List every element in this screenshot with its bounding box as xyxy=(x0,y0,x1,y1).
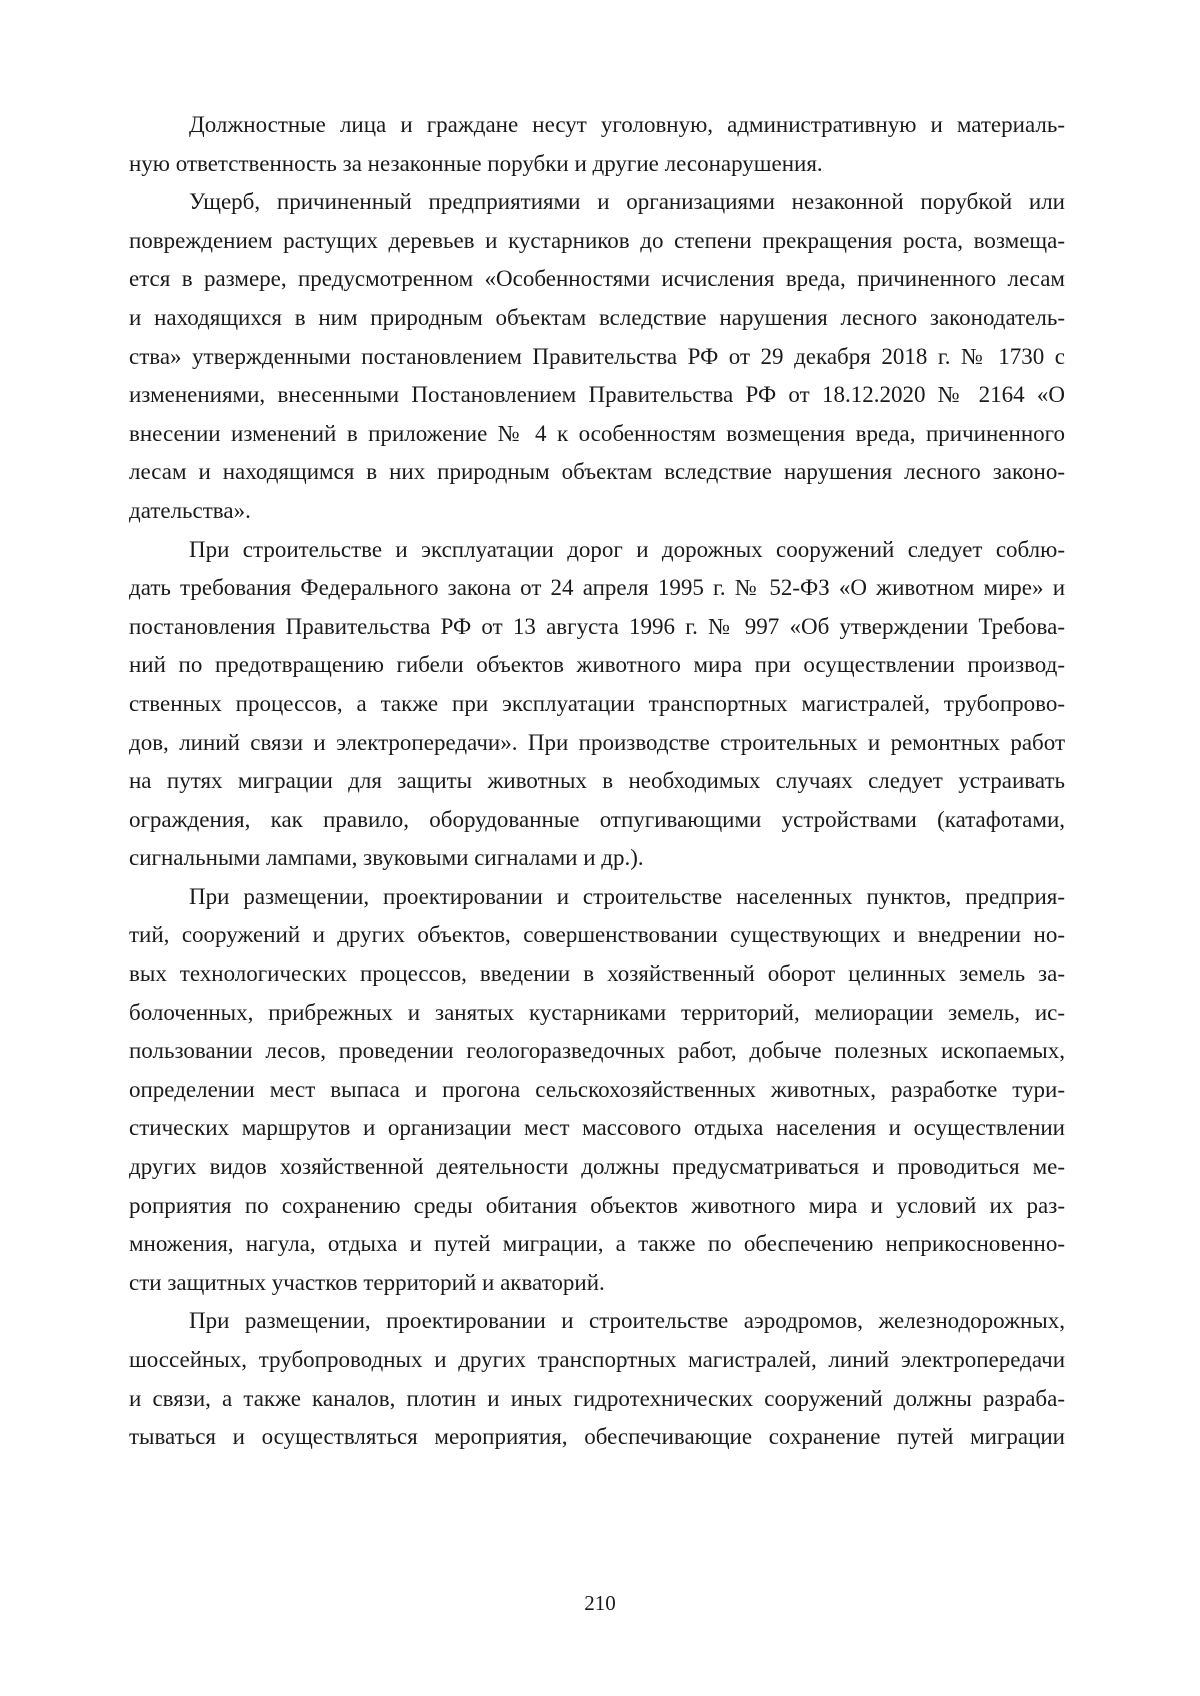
text-line: тываться и осуществляться мероприятия, обеспечивающие сохранение путей миграции xyxy=(129,1424,1065,1450)
text-line: и находящихся в ним природным объектам вследствие нарушения лесного законодатель- xyxy=(129,304,1065,330)
text-line: дательства». xyxy=(129,497,251,523)
text-line: При строительстве и эксплуатации дорог и дорожных сооружений следует соблю- xyxy=(189,536,1065,562)
text-line: изменениями, внесенными Постановлением Правительства РФ от 18.12.2020 № 2164 «О xyxy=(129,382,1065,408)
text-line: повреждением растущих деревьев и кустарников до степени прекращения роста, возмеща- xyxy=(129,227,1065,253)
text-line: ний по предотвращению гибели объектов животного мира при осуществлении производ- xyxy=(129,652,1065,678)
text-line: шоссейных, трубопроводных и других транспортных магистралей, линий электропередачи xyxy=(129,1347,1065,1372)
text-line: сти защитных участков территорий и акваторий. xyxy=(129,1269,605,1295)
text-line: дать требования Федерального закона от 24 апреля 1995 г. № 52-ФЗ «О животном мире» и xyxy=(129,575,1065,601)
text-line: болоченных, прибрежных и занятых кустарниками территорий, мелиорации земель, ис- xyxy=(129,999,1065,1025)
text-line: вых технологических процессов, введении в хозяйственный оборот целинных земель за- xyxy=(129,961,1065,987)
text-line: ограждения, как правило, оборудованные отпугивающими устройствами (катафотами, xyxy=(129,806,1065,832)
text-line: ства» утвержденными постановлением Правительства РФ от 29 декабря 2018 г. № 1730 с xyxy=(129,343,1065,369)
text-line: ственных процессов, а также при эксплуатации транспортных магистралей, трубопрово- xyxy=(129,690,1065,716)
text-line: Ущерб, причиненный предприятиями и организациями незаконной порубкой или xyxy=(189,189,1065,215)
text-line: ется в размере, предусмотренном «Особенностями исчисления вреда, причиненного лесам xyxy=(129,266,1065,292)
paragraph xyxy=(129,106,1065,183)
text-line: постановления Правительства РФ от 13 августа 1996 г. № 997 «Об утверждении Требова- xyxy=(129,613,1065,639)
text-line: тий, сооружений и других объектов, совершенствовании существующих и внедрении но- xyxy=(129,922,1065,948)
text-line: дов, линий связи и электропередачи». При производстве строительных и ремонтных работ xyxy=(129,729,1065,755)
text-line: сигнальными лампами, звуковыми сигналами и др.). xyxy=(129,845,644,871)
text-line: определении мест выпаса и прогона сельскохозяйственных животных, разработке тури- xyxy=(129,1076,1065,1102)
paragraph xyxy=(129,1302,1065,1456)
text-line: на путях миграции для защиты животных в необходимых случаях следует устраивать xyxy=(129,768,1065,794)
text-line: множения, нагула, отдыха и путей миграции, а также по обеспечению неприкосновенно- xyxy=(129,1231,1065,1257)
text-line: и связи, а также каналов, плотин и иных гидротехнических сооружений должны разраба- xyxy=(129,1385,1065,1411)
text-line: Должностные лица и граждане несут уголовную, административную и материаль- xyxy=(189,112,1065,137)
text-line: пользовании лесов, проведении геологоразведочных работ, добыче полезных ископаемых, xyxy=(129,1038,1065,1064)
paragraph xyxy=(129,531,1065,878)
text-line: внесении изменений в приложение № 4 к особенностям возмещения вреда, причиненного xyxy=(129,420,1065,446)
body-text xyxy=(129,106,1065,1457)
text-line: роприятия по сохранению среды обитания объектов животного мира и условий их раз- xyxy=(129,1192,1065,1218)
text-line: При размещении, проектировании и строительстве аэродромов, железнодорожных, xyxy=(189,1308,1065,1334)
text-line: ную ответственность за незаконные порубки и другие лесонарушения. xyxy=(129,150,823,176)
text-line: других видов хозяйственной деятельности должны предусматриваться и проводиться ме- xyxy=(129,1154,1065,1180)
paragraph xyxy=(129,183,1065,530)
text-line: лесам и находящимся в них природным объектам вследствие нарушения лесного законо- xyxy=(129,459,1065,485)
text-line: стических маршрутов и организации мест массового отдыха населения и осуществлении xyxy=(129,1115,1065,1141)
page-number: 210 xyxy=(584,1591,616,1615)
text-line: При размещении, проектировании и строительстве населенных пунктов, предприя- xyxy=(189,883,1065,909)
paragraph xyxy=(129,878,1065,1303)
